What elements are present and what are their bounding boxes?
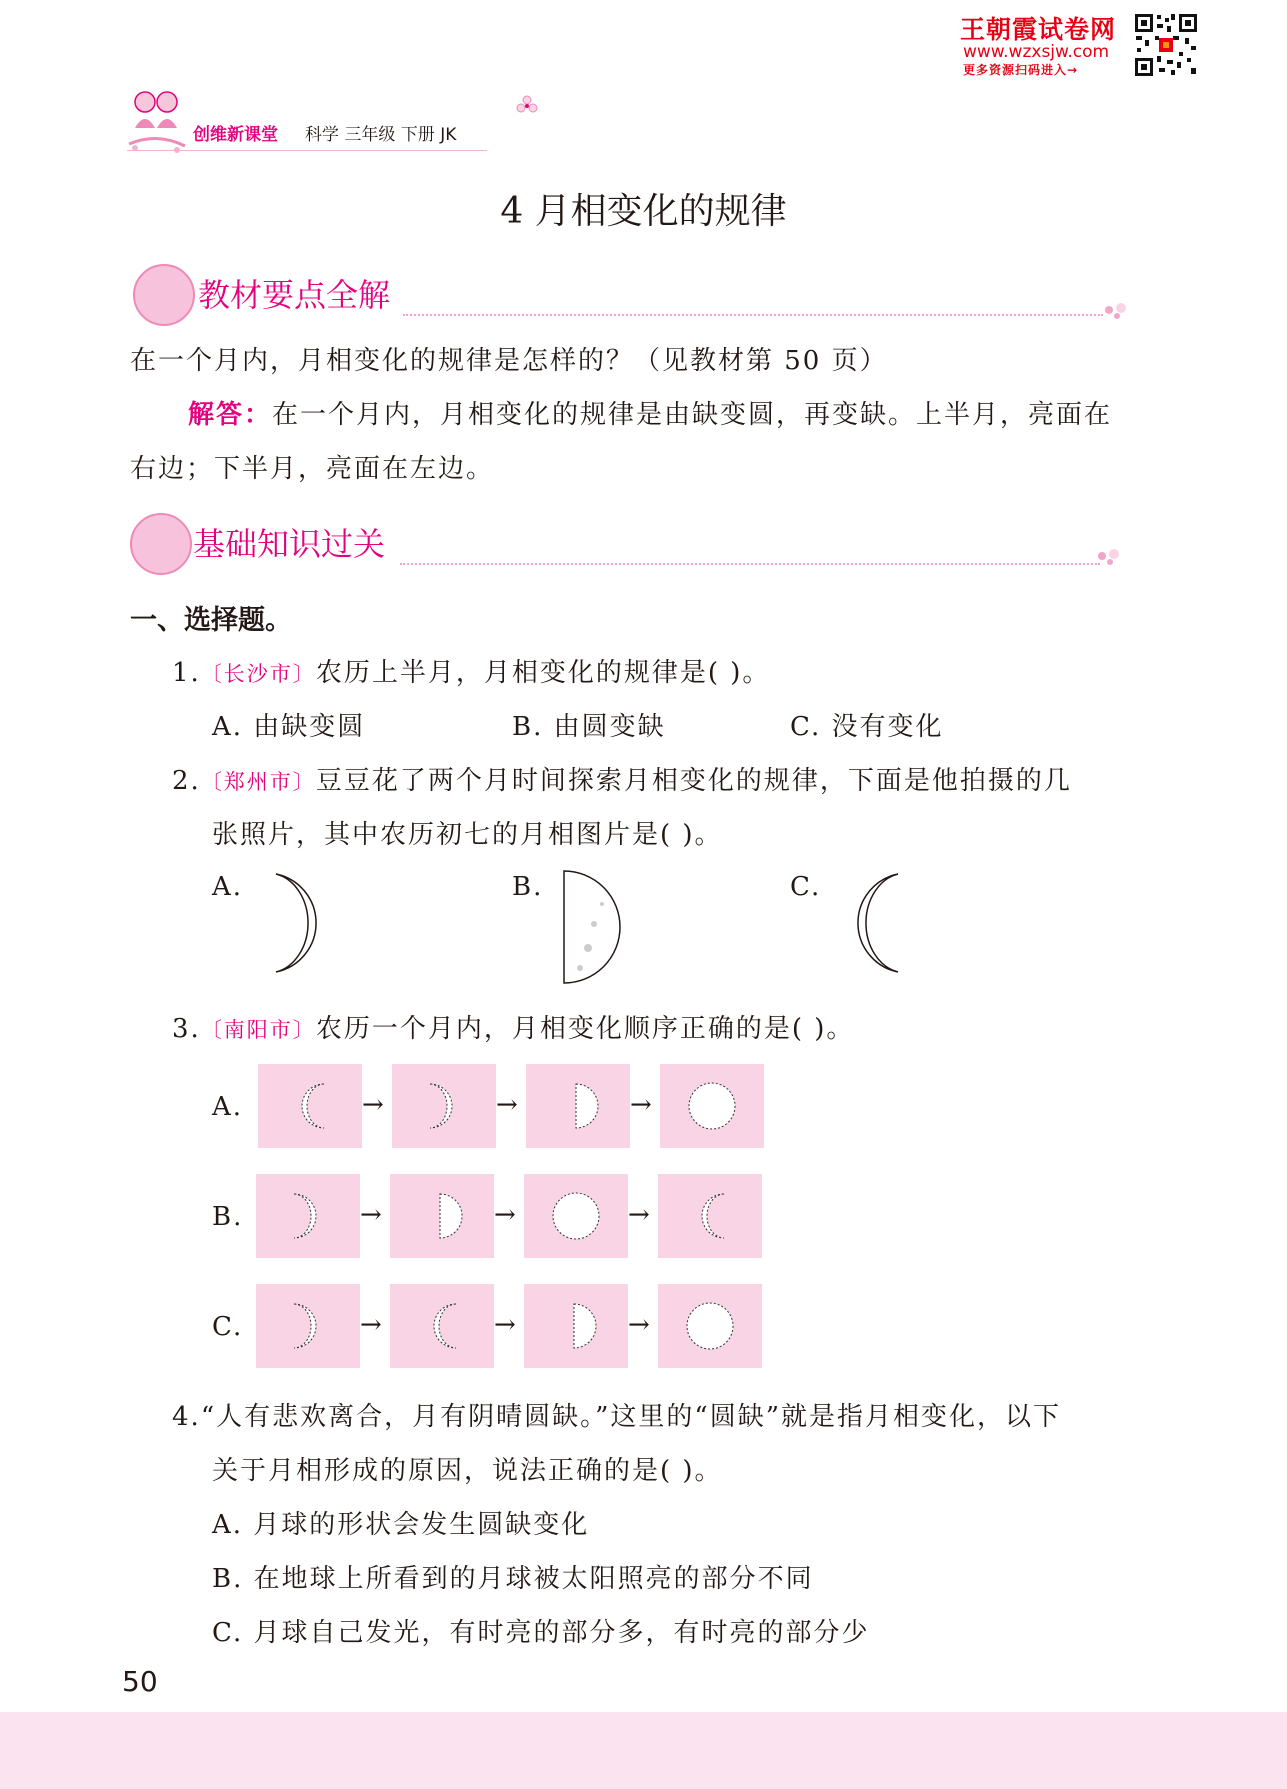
moon-phase-box [390, 1174, 494, 1258]
section-divider [403, 314, 1103, 316]
question-2 [172, 760, 1072, 797]
first-quarter-icon [526, 1064, 630, 1148]
section-title-key-points: 教材要点全解 [198, 276, 391, 314]
arrow-icon: → [628, 1310, 650, 1340]
moon-phase-box [658, 1284, 762, 1368]
section-girl-icon [130, 513, 192, 575]
series-name: 创维新课堂 [193, 125, 278, 145]
full-moon-icon [660, 1064, 764, 1148]
waxing-crescent-icon [392, 1064, 496, 1148]
moon-phase-box [526, 1064, 630, 1148]
question-4 [172, 1396, 1061, 1433]
moon-phase-box [660, 1064, 764, 1148]
header-divider [127, 150, 487, 151]
first-quarter-icon [390, 1174, 494, 1258]
moon-phase-box [258, 1064, 362, 1148]
option-a[interactable]: A. 由缺变圆 [212, 712, 366, 742]
moon-phase-box [390, 1284, 494, 1368]
question-2-line-2: 张照片，其中农历初七的月相图片是( )。 [212, 820, 723, 850]
option-c-label[interactable]: C. [790, 872, 822, 902]
full-moon-icon [524, 1174, 628, 1258]
question-number: 1. [172, 658, 201, 688]
waxing-crescent-icon [256, 1174, 360, 1258]
question-number: 4. [172, 1402, 201, 1432]
first-quarter-icon [524, 1284, 628, 1368]
page-number: 50 [122, 1665, 158, 1698]
arrow-icon: → [494, 1310, 516, 1340]
brand-url[interactable]: www.wzxsjw.com [963, 42, 1110, 62]
part-title: 一、选择题。 [130, 605, 292, 636]
lesson-title: 4 月相变化的规律 [500, 191, 787, 232]
option-c[interactable]: C. 没有变化 [790, 712, 944, 742]
arrow-icon: → [630, 1090, 652, 1120]
kids-logo-icon [127, 88, 187, 154]
question-1 [172, 652, 770, 689]
full-moon-icon [658, 1284, 762, 1368]
arrow-icon: → [360, 1200, 382, 1230]
waxing-crescent-icon [256, 1284, 360, 1368]
option-c[interactable]: C. 月球自己发光，有时亮的部分多，有时亮的部分少 [212, 1618, 870, 1648]
flower-decoration-icon [515, 94, 539, 118]
answer-label: 解答： [188, 400, 273, 430]
moon-phase-box [256, 1174, 360, 1258]
arrow-icon: → [496, 1090, 518, 1120]
moon-phase-box [256, 1284, 360, 1368]
section-teacher-icon [133, 264, 195, 326]
series-info: 科学 三年级 下册 JK [305, 125, 457, 145]
section-divider [400, 563, 1100, 565]
option-a-label[interactable]: A. [212, 1092, 244, 1122]
footer-band [0, 1712, 1287, 1789]
moon-phase-box [392, 1064, 496, 1148]
question-text: 农历上半月，月相变化的规律是( )。 [315, 658, 771, 688]
crescent-moon-right-icon[interactable] [268, 872, 338, 974]
question-text: 农历一个月内，月相变化顺序正确的是( )。 [315, 1014, 855, 1044]
option-c-label[interactable]: C. [212, 1312, 244, 1342]
waning-crescent-icon [658, 1174, 762, 1258]
qr-code-icon[interactable] [1133, 12, 1199, 78]
question-text: 豆豆花了两个月时间探索月相变化的规律，下面是他拍摄的几 [315, 766, 1072, 796]
arrow-icon: → [362, 1090, 384, 1120]
section-title-basics: 基础知识过关 [193, 525, 386, 563]
option-a[interactable]: A. 月球的形状会发生圆缺变化 [212, 1510, 590, 1540]
answer-line-2: 右边；下半月，亮面在左边。 [130, 454, 495, 484]
waning-crescent-icon [390, 1284, 494, 1368]
first-quarter-moon-icon[interactable] [560, 868, 630, 986]
option-b-label[interactable]: B. [212, 1202, 244, 1232]
arrow-icon: → [628, 1200, 650, 1230]
arrow-icon: → [360, 1310, 382, 1340]
question-text: “人有悲欢离合，月有阴晴圆缺。”这里的“圆缺”就是指月相变化，以下 [200, 1402, 1061, 1432]
question-source-tag: 〔长沙市〕 [200, 662, 316, 686]
question-4-line-2: 关于月相形成的原因，说法正确的是( )。 [212, 1456, 723, 1486]
answer-line-1 [188, 394, 1112, 431]
moon-phase-box [658, 1174, 762, 1258]
crescent-moon-left-icon[interactable] [836, 872, 906, 974]
arrow-icon: → [494, 1200, 516, 1230]
option-b[interactable]: B. 由圆变缺 [512, 712, 666, 742]
question-3 [172, 1008, 854, 1045]
question-number: 3. [172, 1014, 201, 1044]
option-a-label[interactable]: A. [212, 872, 244, 902]
option-b-label[interactable]: B. [512, 872, 544, 902]
key-question: 在一个月内，月相变化的规律是怎样的？（见教材第 50 页） [130, 346, 888, 376]
moon-phase-box [524, 1284, 628, 1368]
question-source-tag: 〔郑州市〕 [200, 770, 316, 794]
question-number: 2. [172, 766, 201, 796]
waning-crescent-icon [258, 1064, 362, 1148]
dots-decoration-icon [1103, 300, 1129, 320]
answer-text-1: 在一个月内，月相变化的规律是由缺变圆，再变缺。上半月，亮面在 [272, 400, 1113, 430]
question-source-tag: 〔南阳市〕 [200, 1018, 316, 1042]
brand-title: 王朝霞试卷网 [960, 15, 1117, 44]
option-b[interactable]: B. 在地球上所看到的月球被太阳照亮的部分不同 [212, 1564, 814, 1594]
dots-decoration-icon [1096, 546, 1122, 566]
brand-note: 更多资源扫码进入→ [963, 63, 1079, 77]
moon-phase-box [524, 1174, 628, 1258]
